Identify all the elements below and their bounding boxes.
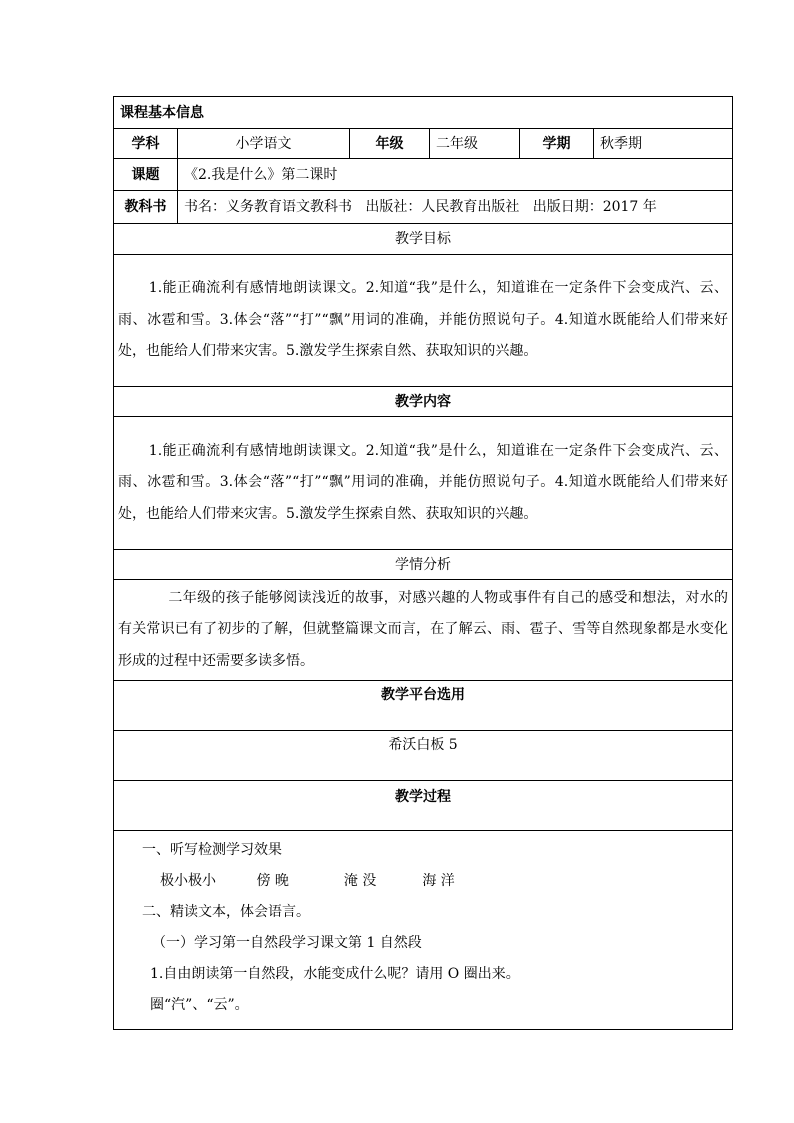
platform-value-row	[114, 731, 733, 781]
analysis-text-row	[114, 580, 733, 681]
dictation-word: 海 洋	[422, 873, 455, 889]
goals-text: 1.能正确流利有感情地朗读课文。2.知道“我”是什么，知道谁在一定条件下会变成汽、云、雨、冰雹和雪。3.体会“落”“打”“飘”用词的准确，并能仿照说句子。4.知道水既能给人们带来好处，也能给人们带来灾害。5.激发学生探索自然、获取知识的兴趣。	[114, 255, 733, 387]
subject-value: 小学语文	[178, 129, 350, 159]
analysis-text: 二年级的孩子能够阅读浅近的故事，对感兴趣的人物或事件有自己的感受和想法，对水的有关常识已有了初步的了解，但就整篇课文而言，在了解云、雨、雹子、雪等自然现象都是水变化形成的过程中还需要多读多悟。	[114, 580, 733, 681]
platform-title: 教学平台选用	[114, 681, 733, 731]
grade-value: 二年级	[430, 129, 520, 159]
dictation-word: 极小极小	[160, 873, 216, 889]
lesson-plan-page	[113, 96, 732, 1030]
content-title: 教学内容	[114, 387, 733, 417]
textbook-value: 书名：义务教育语文教科书 出版社：人民教育出版社 出版日期：2017 年	[178, 191, 733, 224]
process-step-dictation: 一、听写检测学习效果	[142, 842, 282, 858]
term-value: 秋季期	[594, 129, 733, 159]
process-title-row	[114, 781, 733, 831]
term-label: 学期	[520, 129, 594, 159]
subject-row	[114, 129, 733, 159]
process-answer: 圈“汽”、“云”。	[150, 997, 249, 1013]
content-text-row	[114, 417, 733, 550]
basic-info-title: 课程基本信息	[114, 97, 733, 129]
textbook-row	[114, 191, 733, 224]
process-title: 教学过程	[114, 781, 733, 831]
goals-text-row	[114, 255, 733, 387]
subject-label: 学科	[114, 129, 178, 159]
content-title-row	[114, 387, 733, 417]
process-body-row	[114, 831, 733, 1030]
dictation-word: 淹 没	[343, 873, 377, 889]
basic-info-header-row	[114, 97, 733, 129]
analysis-title: 学情分析	[114, 550, 733, 580]
content-text: 1.能正确流利有感情地朗读课文。2.知道“我”是什么，知道谁在一定条件下会变成汽、云、雨、冰雹和雪。3.体会“落”“打”“飘”用词的准确，并能仿照说句子。4.知道水既能给人们带来好处，也能给人们带来灾害。5.激发学生探索自然、获取知识的兴趣。	[114, 417, 733, 550]
goals-title-row	[114, 224, 733, 255]
platform-value: 希沃白板 5	[114, 731, 733, 781]
goals-title: 教学目标	[114, 224, 733, 255]
grade-label: 年级	[350, 129, 430, 159]
process-body	[114, 831, 733, 1030]
analysis-title-row	[114, 550, 733, 580]
dictation-word: 傍 晚	[256, 873, 289, 889]
process-substep: （一）学习第一自然段学习课文第 1 自然段	[152, 935, 422, 951]
lesson-plan-table	[113, 96, 733, 1030]
topic-row	[114, 159, 733, 191]
dictation-word-list	[114, 866, 728, 897]
process-question: 1.自由朗读第一自然段，水能变成什么呢？请用 O 圈出来。	[150, 966, 520, 982]
topic-value: 《2.我是什么》第二课时	[178, 159, 733, 191]
textbook-label: 教科书	[114, 191, 178, 224]
process-step-reading: 二、精读文本，体会语言。	[142, 904, 310, 920]
topic-label: 课题	[114, 159, 178, 191]
platform-title-row	[114, 681, 733, 731]
